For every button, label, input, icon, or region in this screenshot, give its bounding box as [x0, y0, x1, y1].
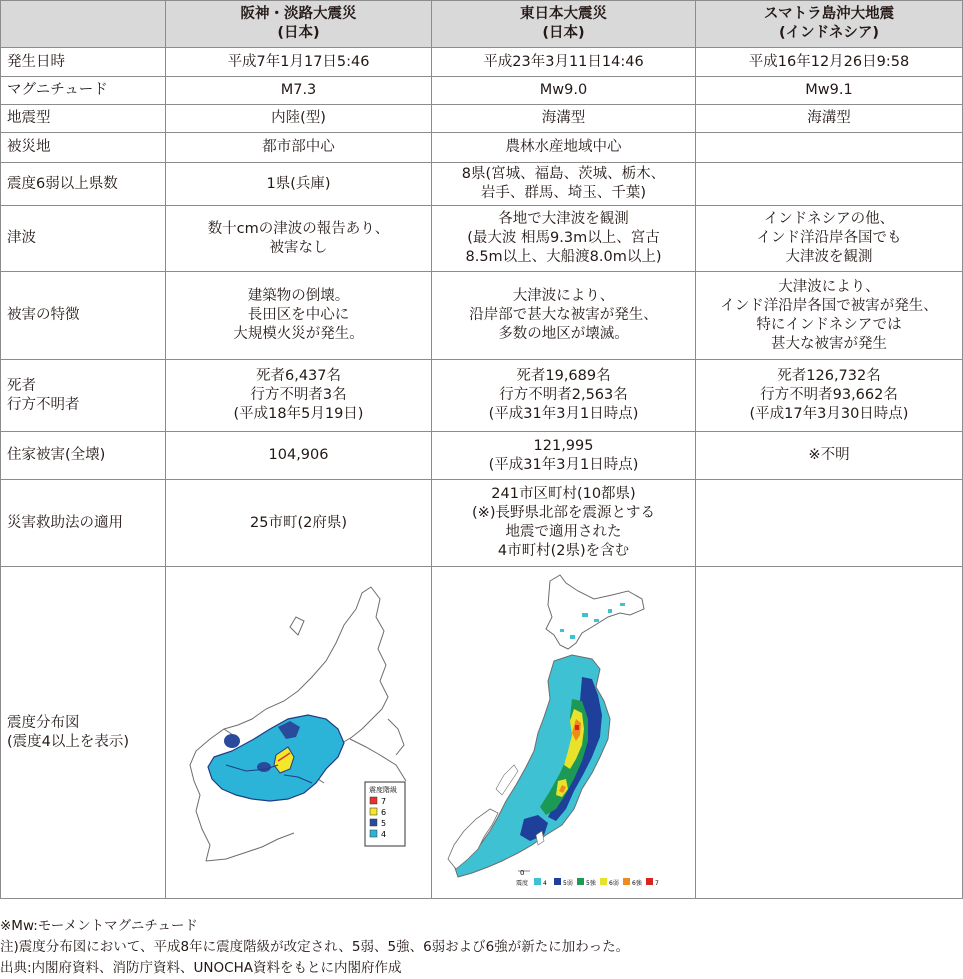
map-peninsula	[388, 719, 404, 755]
legend-zero: 0	[520, 868, 525, 877]
legend-swatch-5upper	[577, 878, 584, 885]
cell-higashinihon: 各地で大津波を観測 (最大波 相馬9.3m以上、宮古 8.5m以上、大船渡8.0m以上)	[432, 206, 696, 272]
legend-title: 震度	[516, 879, 529, 887]
cell-higashinihon: 農林水産地域中心	[432, 133, 696, 163]
row-label: 震度分布図 (震度4以上を表示)	[1, 567, 166, 899]
cell-sumatra: Mw9.1	[696, 77, 963, 105]
legend-label: 5強	[586, 879, 596, 887]
table-row	[1, 432, 963, 480]
footnote-source: 出典:内閣府資料、消防庁資料、UNOCHA資料をもとに内閣府作成	[0, 960, 402, 976]
table-row	[1, 272, 963, 360]
row-label: 被害の特徴	[1, 272, 166, 360]
cell-higashinihon-map	[432, 567, 696, 899]
cell-sumatra	[696, 163, 963, 206]
legend-title: 震度階級	[369, 785, 397, 794]
cell-hanshin: 25市町(2府県)	[166, 480, 432, 567]
header-higashinihon: 東日本大震災 (日本)	[432, 1, 696, 48]
legend-label: 7	[655, 879, 659, 887]
table-row	[1, 133, 963, 163]
legend-label: 7	[381, 796, 387, 806]
cell-hanshin: 数十cmの津波の報告あり、 被害なし	[166, 206, 432, 272]
cell-hanshin: 建築物の倒壊。 長田区を中心に 大規模火災が発生。	[166, 272, 432, 360]
legend-swatch-6	[370, 808, 377, 815]
legend-label: 6	[381, 807, 387, 817]
hanshin-map-svg	[166, 569, 430, 897]
legend-label: 6弱	[609, 879, 619, 887]
legend-label: 4	[381, 829, 387, 839]
cell-hanshin: 都市部中心	[166, 133, 432, 163]
legend-swatch-5	[370, 819, 377, 826]
cell-sumatra	[696, 480, 963, 567]
legend-swatch-6upper	[623, 878, 630, 885]
header-row	[1, 1, 963, 48]
legend-swatch-5lower	[554, 878, 561, 885]
higashinihon-map-svg	[432, 569, 694, 897]
cell-hanshin: 死者6,437名 行方不明者3名 (平成18年5月19日)	[166, 360, 432, 432]
cell-hanshin: 1県(兵庫)	[166, 163, 432, 206]
cell-hanshin: 104,906	[166, 432, 432, 480]
row-label: 津波	[1, 206, 166, 272]
cell-higashinihon: 121,995 (平成31年3月1日時点)	[432, 432, 696, 480]
row-label: 発生日時	[1, 48, 166, 77]
cell-sumatra: ※不明	[696, 432, 963, 480]
row-label: 災害救助法の適用	[1, 480, 166, 567]
intensity-7-zone	[575, 725, 579, 730]
table-row	[1, 206, 963, 272]
legend-swatch-4	[534, 878, 541, 885]
row-label: 死者 行方不明者	[1, 360, 166, 432]
table-row	[1, 360, 963, 432]
legend-swatch-6lower	[600, 878, 607, 885]
cell-sumatra-map	[696, 567, 963, 899]
cell-sumatra	[696, 133, 963, 163]
table-row	[1, 480, 963, 567]
cell-higashinihon: 死者19,689名 行方不明者2,563名 (平成31年3月1日時点)	[432, 360, 696, 432]
cell-sumatra: 平成16年12月26日9:58	[696, 48, 963, 77]
cell-sumatra: インドネシアの他、 インド洋沿岸各国でも 大津波を観測	[696, 206, 963, 272]
map1-legend	[365, 782, 405, 846]
hanshin-intensity-map	[166, 569, 431, 897]
cell-sumatra: 大津波により、 インド洋沿岸各国で被害が発生、 特にインドネシアでは 甚大な被害が発生	[696, 272, 963, 360]
table-row	[1, 77, 963, 105]
table-row-maps	[1, 567, 963, 899]
cell-sumatra: 死者126,732名 行方不明者93,662名 (平成17年3月30日時点)	[696, 360, 963, 432]
cell-hanshin: 内陸(型)	[166, 105, 432, 133]
intensity-5-zone	[224, 734, 240, 748]
header-hanshin: 阪神・淡路大震災 (日本)	[166, 1, 432, 48]
cell-hanshin: M7.3	[166, 77, 432, 105]
row-label: 住家被害(全壊)	[1, 432, 166, 480]
map-island	[290, 617, 304, 635]
legend-label: 6強	[632, 879, 642, 887]
row-label: 地震型	[1, 105, 166, 133]
intensity-5-zone	[257, 762, 271, 772]
legend-swatch-4	[370, 830, 377, 837]
cell-sumatra: 海溝型	[696, 105, 963, 133]
footnote-note: 注)震度分布図において、平成8年に震度階級が改定され、5弱、5強、6弱および6強が新たに加わった。	[0, 939, 630, 955]
cell-higashinihon: 241市区町村(10都県) (※)長野県北部を震源とする 地震で適用された 4市町村(2県)を含む	[432, 480, 696, 567]
header-sumatra: スマトラ島沖大地震 (インドネシア)	[696, 1, 963, 48]
legend-swatch-7	[370, 797, 377, 804]
legend-label: 4	[543, 879, 547, 887]
cell-higashinihon: Mw9.0	[432, 77, 696, 105]
cell-hanshin-map	[166, 567, 432, 899]
cell-higashinihon: 海溝型	[432, 105, 696, 133]
cell-higashinihon: 大津波により、 沿岸部で甚大な被害が発生、 多数の地区が壊滅。	[432, 272, 696, 360]
table-row	[1, 105, 963, 133]
legend-swatch-7	[646, 878, 653, 885]
header-empty	[1, 1, 166, 48]
cell-higashinihon: 8県(宮城、福島、茨城、栃木、 岩手、群馬、埼玉、千葉)	[432, 163, 696, 206]
legend-label: 5	[381, 818, 387, 828]
cell-higashinihon: 平成23年3月11日14:46	[432, 48, 696, 77]
table-row	[1, 48, 963, 77]
legend-label: 5弱	[563, 879, 573, 887]
row-label: 震度6弱以上県数	[1, 163, 166, 206]
footnotes	[0, 916, 629, 979]
footnote-mw: ※Mw:モーメントマグニチュード	[0, 918, 198, 934]
table-row	[1, 163, 963, 206]
cell-hanshin: 平成7年1月17日5:46	[166, 48, 432, 77]
row-label: 被災地	[1, 133, 166, 163]
row-label: マグニチュード	[1, 77, 166, 105]
higashinihon-intensity-map	[432, 569, 695, 897]
